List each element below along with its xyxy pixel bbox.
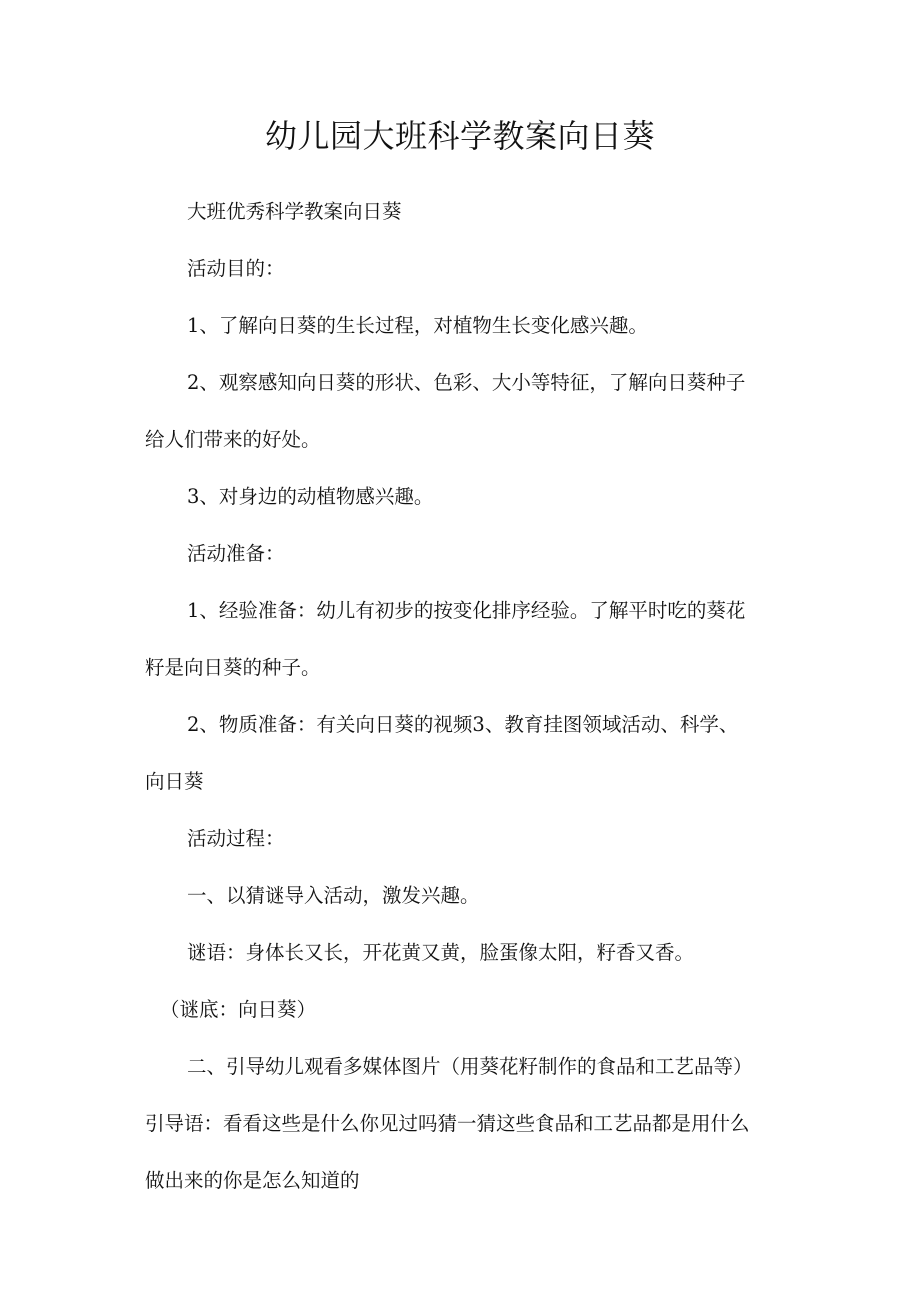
goal-item-3: 3、对身边的动植物感兴趣。 [187, 485, 434, 508]
preparation-item-1-continued: 籽是向日葵的种子。 [145, 656, 321, 679]
subtitle-line: 大班优秀科学教案向日葵 [187, 200, 402, 223]
preparation-item-2-continued: 向日葵 [145, 770, 204, 793]
riddle-answer: （谜底：向日葵） [160, 998, 317, 1021]
section-heading-goals: 活动目的： [187, 257, 285, 280]
process-step-1: 一、以猜谜导入活动，激发兴趣。 [187, 884, 480, 907]
process-step-2: 二、引导幼儿观看多媒体图片（用葵花籽制作的食品和工艺品等） [187, 1055, 753, 1078]
section-heading-preparation: 活动准备： [187, 542, 285, 565]
preparation-item-2: 2、物质准备：有关向日葵的视频3、教育挂图领域活动、科学、 [187, 713, 739, 736]
section-heading-process: 活动过程： [187, 827, 285, 850]
preparation-item-1: 1、经验准备：幼儿有初步的按变化排序经验。了解平时吃的葵花 [187, 599, 746, 622]
riddle-text: 谜语：身体长又长，开花黄又黄，脸蛋像太阳，籽香又香。 [187, 941, 695, 964]
guiding-question-continued: 做出来的你是怎么知道的 [145, 1169, 360, 1192]
guiding-question: 引导语：看看这些是什么你见过吗猜一猜这些食品和工艺品都是用什么 [145, 1112, 750, 1135]
document-title: 幼儿园大班科学教案向日葵 [264, 117, 655, 155]
goal-item-2: 2、观察感知向日葵的形状、色彩、大小等特征，了解向日葵种子 [187, 371, 746, 394]
goal-item-2-continued: 给人们带来的好处。 [145, 428, 321, 451]
goal-item-1: 1、了解向日葵的生长过程，对植物生长变化感兴趣。 [187, 314, 648, 337]
